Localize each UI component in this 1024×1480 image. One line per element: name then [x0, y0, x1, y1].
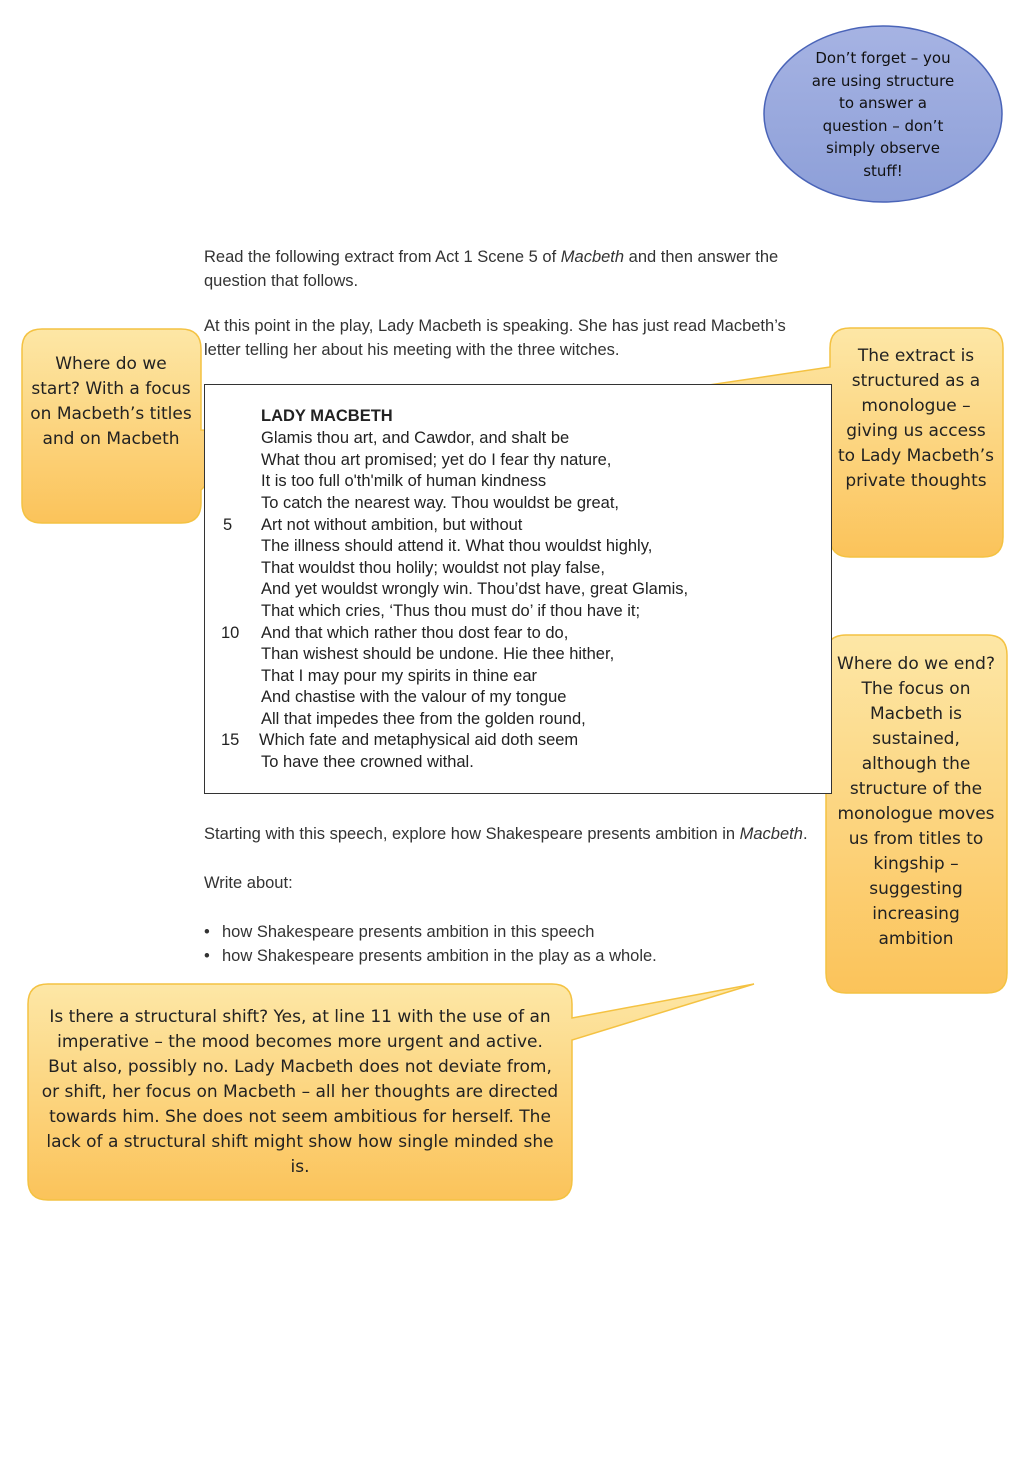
speech-line: That I may pour my spirits in thine ear	[261, 667, 538, 685]
intro-line-2: question that follows.	[204, 272, 359, 290]
callout-right-bottom-text: Where do we end? The focus on Macbeth is sustained, although the structure of the monologue moves us from titles to kingship – suggesting increasing ambition	[837, 654, 995, 949]
intro-line-1-end: and then answer the	[624, 248, 779, 266]
write-about-label: Write about:	[204, 874, 293, 892]
speech-line: All that impedes thee from the golden round,	[261, 710, 586, 728]
speech-line: And yet wouldst wrongly win. Thou’dst have, great Glamis,	[261, 580, 689, 598]
speech-line: That which cries, ‘Thus thou must do’ if thou have it;	[261, 602, 641, 620]
question-prompt-end: .	[802, 825, 808, 843]
speech-line: And that which rather thou dost fear to do,	[261, 624, 569, 642]
speech-line: What thou art promised; yet do I fear thy nature,	[261, 451, 612, 469]
bullet-item: • how Shakespeare presents ambition in the play as a whole.	[204, 944, 657, 968]
callout-left-text: Where do we start? With a focus on Macbeth’s titles and on Macbeth	[30, 354, 192, 449]
bullet-item: • how Shakespeare presents ambition in this speech	[204, 920, 657, 944]
play-title: Macbeth	[560, 248, 625, 266]
callout-bottom-text: Is there a structural shift? Yes, at line 11 with the use of an imperative – the mood becomes more urgent and active. But also, possibly no. Lady Macbeth does not deviate from, or shift, her focus on Macbeth – all her thoughts are directed towards him. She does not seem ambitious for herself. The lack of a structural shift might show how single minded she is.	[41, 1007, 559, 1177]
question-bullets	[204, 920, 657, 968]
intro-line-1	[204, 246, 778, 269]
question-prompt	[204, 823, 808, 846]
speech-line: Art not without ambition, but without	[261, 516, 523, 534]
line-number-15: 15	[221, 731, 240, 749]
speaker-name: LADY MACBETH	[261, 407, 393, 425]
intro-line-1-text: Read the following extract from Act 1 Scene 5 of	[204, 248, 561, 266]
speech-line: To catch the nearest way. Thou wouldst be great,	[261, 494, 620, 512]
callout-right-top-text: The extract is structured as a monologue – giving us access to Lady Macbeth’s private thoughts	[838, 346, 994, 491]
line-number-5: 5	[223, 516, 233, 534]
speech-line: Than wishest should be undone. Hie thee hither,	[261, 645, 615, 663]
speech-line: It is too full o'th'milk of human kindness	[261, 472, 547, 490]
context-line-2: letter telling her about his meeting with the three witches.	[204, 341, 620, 359]
speech-box	[204, 384, 832, 794]
reminder-oval-text: Don’t forget – you are using structure to answer a question – don’t simply observe stuff!	[811, 49, 955, 180]
speech-line: That wouldst thou holily; wouldst not play false,	[261, 559, 605, 577]
question-play-title: Macbeth	[739, 825, 803, 843]
speech-line: Which fate and metaphysical aid doth seem	[259, 731, 579, 749]
speech-line: And chastise with the valour of my tongue	[261, 688, 567, 706]
question-prompt-text: Starting with this speech, explore how Shakespeare presents ambition in	[204, 825, 740, 843]
line-number-10: 10	[221, 624, 240, 642]
context-line-1: At this point in the play, Lady Macbeth is speaking. She has just read Macbeth’s	[204, 317, 786, 335]
speech-line: To have thee crowned withal.	[261, 753, 474, 771]
speech-line: Glamis thou art, and Cawdor, and shalt be	[261, 429, 570, 447]
speech-line: The illness should attend it. What thou wouldst highly,	[261, 537, 653, 555]
